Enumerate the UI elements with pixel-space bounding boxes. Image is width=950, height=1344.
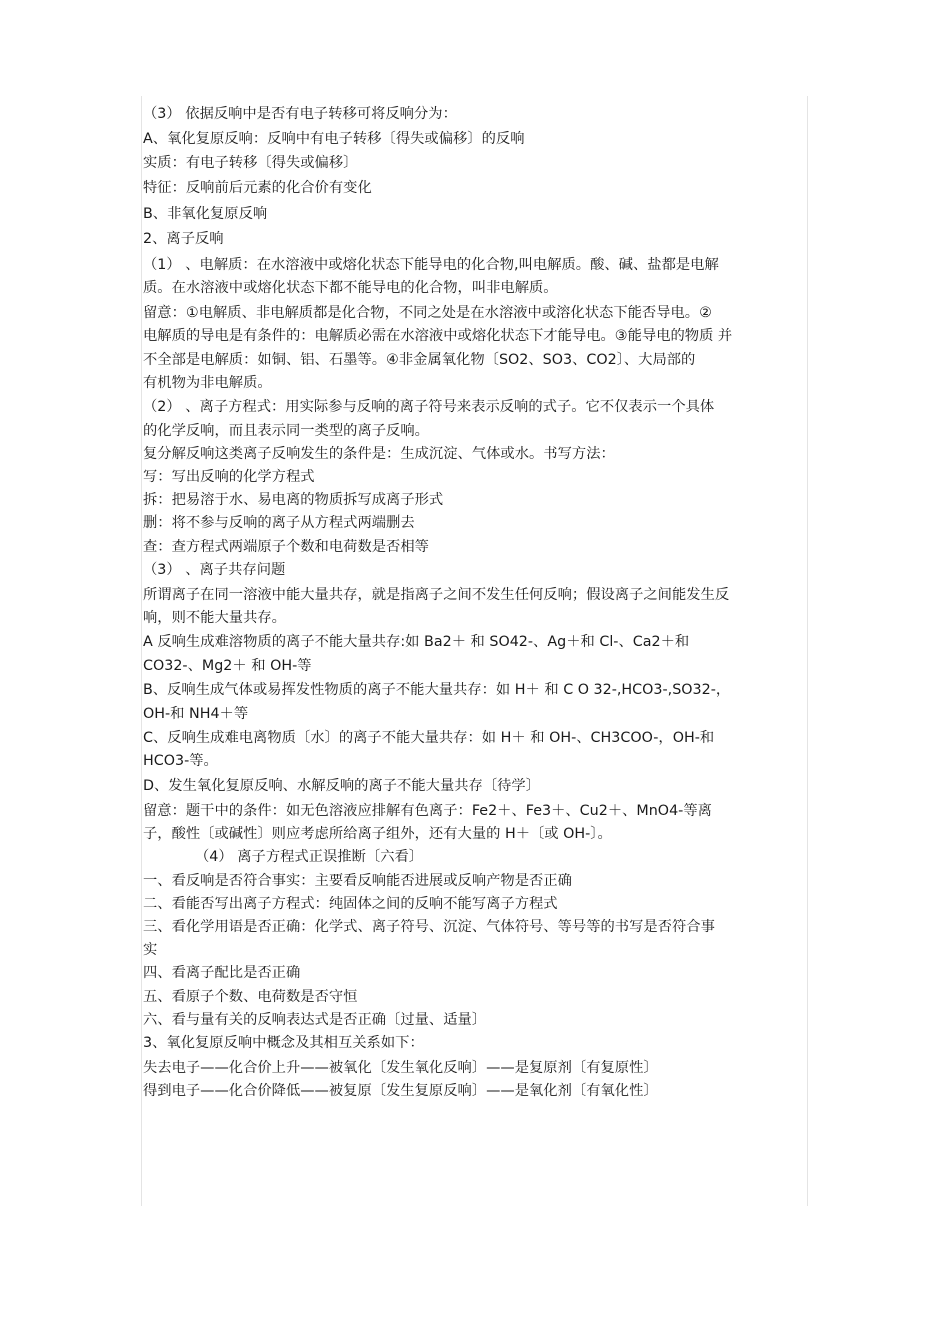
line-41: 失去电子——化合价上升——被氧化〔发生氧化反响〕——是复原剂〔有复原性〕 — [143, 1059, 658, 1076]
line-27: C、反响生成难电离物质〔水〕的离子不能大量共存：如 H＋ 和 OH-、CH3COO-，OH-和 — [143, 730, 715, 747]
line-08: 质。在水溶液中或熔化状态下都不能导电的化合物，叫非电解质。 — [143, 280, 558, 297]
line-17: 拆：把易溶于水、易电离的物质拆写成离子形式 — [143, 492, 444, 509]
line-35: 三、看化学用语是否正确：化学式、离子符号、沉淀、气体符号、等号等的书写是否符合事 — [143, 918, 715, 935]
line-04: 特征：反响前后元素的化合价有变化 — [143, 180, 372, 197]
line-42: 得到电子——化合价降低——被复原〔发生复原反响〕——是氧化剂〔有氧化性〕 — [143, 1082, 658, 1099]
line-18: 删：将不参与反响的离子从方程式两端删去 — [143, 515, 415, 532]
line-13: （2） 、离子方程式：用实际参与反响的离子符号来表示反响的式子。它不仅表示一个具体 — [143, 399, 715, 416]
line-32: （4） 离子方程式正误推断〔六看〕 — [195, 849, 424, 866]
line-03: 实质：有电子转移〔得失或偏移〕 — [143, 155, 358, 172]
line-30: 留意：题干中的条件：如无色溶液应排解有色离子：Fe2＋、Fe3＋、Cu2＋、MnO4-等离 — [143, 802, 712, 819]
line-26: OH-和 NH4＋等 — [143, 705, 249, 722]
line-37: 四、看离子配比是否正确 — [143, 965, 301, 982]
line-07: （1） 、电解质：在水溶液中或熔化状态下能导电的化合物,叫电解质。酸、碱、盐都是电解 — [143, 257, 719, 274]
page-border-left — [141, 96, 142, 1206]
line-19: 查：查方程式两端原子个数和电荷数是否相等 — [143, 538, 429, 555]
line-33: 一、看反响是否符合事实：主要看反响能否进展或反响产物是否正确 — [143, 872, 572, 889]
line-40: 3、氧化复原反响中概念及其相互关系如下： — [143, 1034, 424, 1051]
line-12: 有机物为非电解质。 — [143, 374, 272, 391]
line-10: 电解质的导电是有条件的：电解质必需在水溶液中或熔化状态下才能导电。③能导电的物质 并 — [143, 328, 733, 345]
line-39: 六、看与量有关的反响表达式是否正确〔过量、适量〕 — [143, 1011, 487, 1028]
line-34: 二、看能否写出离子方程式：纯固体之间的反响不能写离子方程式 — [143, 895, 558, 912]
line-22: 响，则不能大量共存。 — [143, 609, 286, 626]
line-24: CO32-、Mg2＋ 和 OH-等 — [143, 657, 312, 674]
line-02: A、氧化复原反响：反响中有电子转移〔得失或偏移〕的反响 — [143, 130, 525, 147]
line-29: D、发生氧化复原反响、水解反响的离子不能大量共存〔待学〕 — [143, 778, 541, 795]
line-28: HCO3-等。 — [143, 753, 218, 770]
line-14: 的化学反响，而且表示同一类型的离子反响。 — [143, 422, 429, 439]
line-01: （3） 依据反响中是否有电子转移可将反响分为： — [143, 106, 457, 122]
document-body — [143, 103, 805, 1103]
line-38: 五、看原子个数、电荷数是否守恒 — [143, 988, 358, 1005]
page-border-right — [807, 96, 808, 1206]
line-36: 实 — [143, 942, 158, 959]
line-16: 写：写出反响的化学方程式 — [143, 469, 315, 486]
line-25: B、反响生成气体或易挥发性物质的离子不能大量共存：如 H＋ 和 C O 32-,HCO3-,SO32-， — [143, 682, 731, 699]
line-21: 所谓离子在同一溶液中能大量共存，就是指离子之间不发生任何反响；假设离子之间能发生反 — [143, 586, 730, 603]
line-05: B、非氧化复原反响 — [143, 206, 268, 223]
line-11: 不全部是电解质：如铜、铝、石墨等。④非金属氧化物〔SO2、SO3、CO2〕、大局部的 — [143, 351, 696, 368]
line-23: A 反响生成难溶物质的离子不能大量共存:如 Ba2＋ 和 SO42-、Ag＋和 Cl-、Ca2＋和 — [143, 634, 690, 651]
line-15: 复分解反响这类离子反响发生的条件是：生成沉淀、气体或水。书写方法： — [143, 445, 615, 462]
line-09: 留意：①电解质、非电解质都是化合物，不同之处是在水溶液中或溶化状态下能否导电。② — [143, 305, 712, 322]
line-20: （3） 、离子共存问题 — [143, 561, 286, 578]
line-31: 子，酸性〔或碱性〕则应考虑所给离子组外，还有大量的 H＋〔或 OH-〕。 — [143, 826, 612, 843]
line-06: 2、离子反响 — [143, 231, 224, 248]
